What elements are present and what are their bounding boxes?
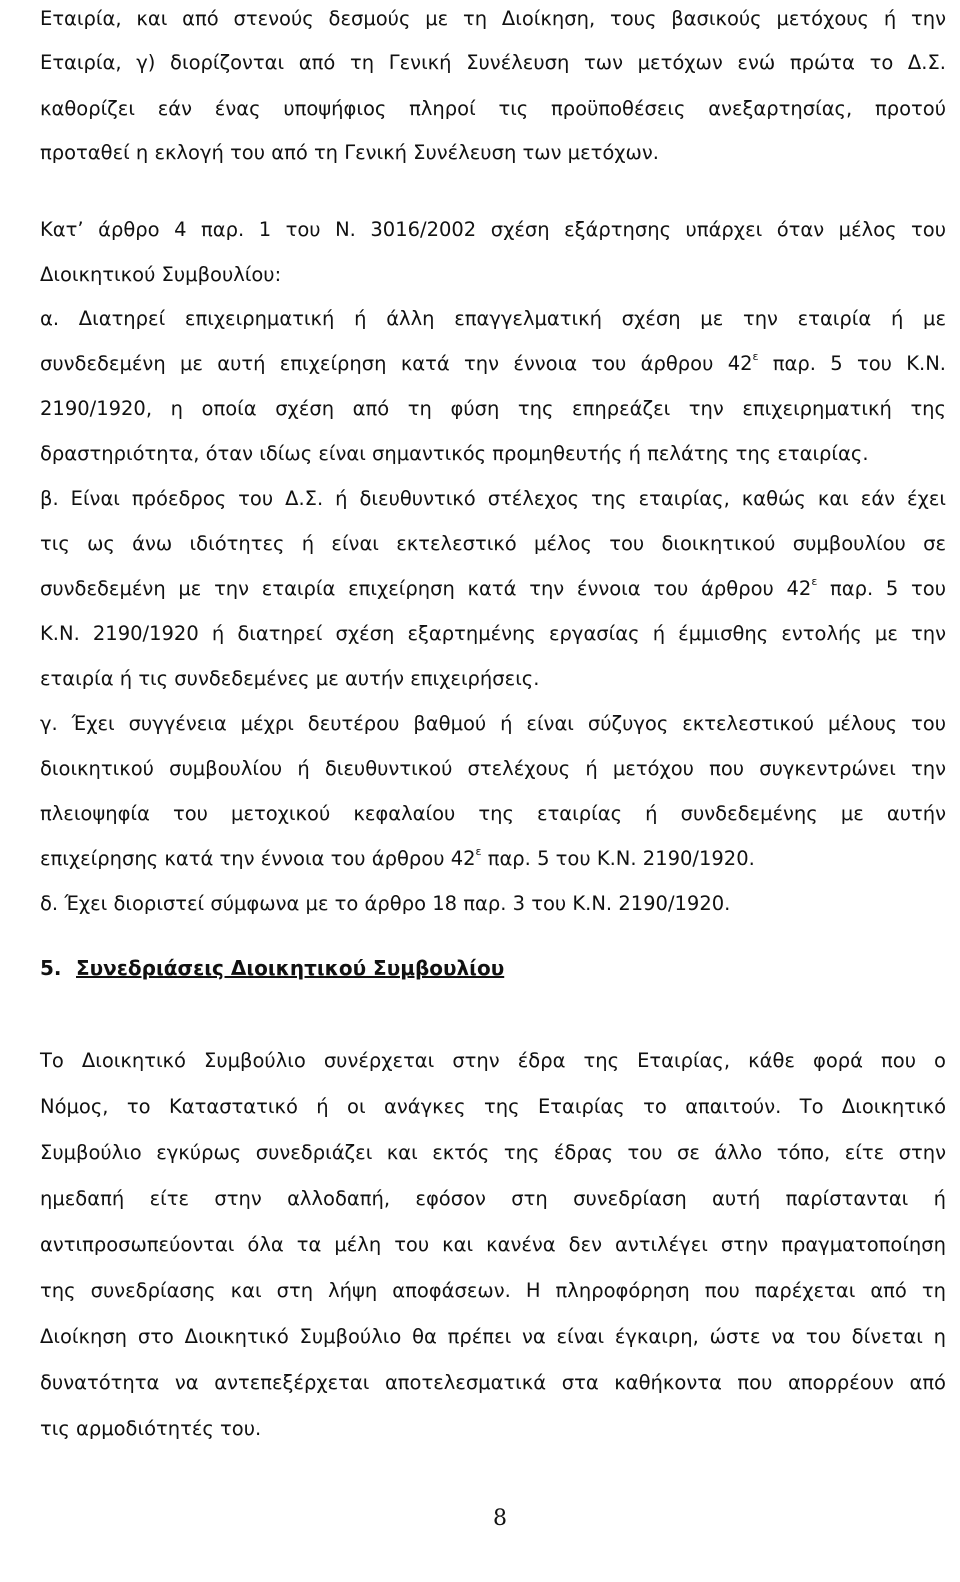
meetings-line-4: ημεδαπή είτε στην αλλοδαπή, εφόσον στη συνεδρίαση αυτή παρίστανται ή [40, 1187, 946, 1210]
intro-line-4: προταθεί η εκλογή του από τη Γενική Συνέλευση των μετόχων. [40, 141, 659, 164]
section-heading [40, 951, 504, 985]
item-c-line-3: πλειοψηφία του μετοχικού κεφαλαίου της εταιρίας ή συνδεδεμένης με αυτήν [40, 802, 946, 825]
section-title: Συνεδριάσεις Διοικητικού Συμβουλίου [76, 956, 505, 980]
meetings-line-9: τις αρμοδιότητές του. [40, 1417, 262, 1440]
meetings-line-1: Το Διοικητικό Συμβούλιο συνέρχεται στην έδρα της Εταιρίας, κάθε φορά που ο [40, 1049, 946, 1072]
item-a-line-4: δραστηριότητα, όταν ιδίως είναι σημαντικός προμηθευτής ή πελάτης της εταιρίας. [40, 442, 869, 465]
meetings-line-2: Νόμος, το Καταστατικό ή οι ανάγκες της Εταιρίας το απαιτούν. Το Διοικητικό [40, 1095, 946, 1118]
intro-line-3: καθορίζει εάν ένας υποψήφιος πληροί τις προϋποθέσεις ανεξαρτησίας, προτού [40, 97, 946, 120]
item-b-line-5: εταιρία ή τις συνδεδεμένες με αυτήν επιχειρήσεις. [40, 667, 540, 690]
item-b-line-3: συνδεδεμένη με την εταιρία επιχείρηση κατά την έννοια του άρθρου $42^\varepsilon$ παρ. 5 του [40, 575, 946, 600]
law-line-2: Διοικητικού Συμβουλίου: [40, 263, 282, 286]
item-b-line-1: β. Είναι πρόεδρος του Δ.Σ. ή διευθυντικό στέλεχος της εταιρίας, καθώς και εάν έχει [40, 487, 946, 510]
item-a-line-3: 2190/1920, η οποία σχέση από τη φύση της επηρεάζει την επιχειρηματική της [40, 397, 946, 420]
item-c-line-4: επιχείρησης κατά την έννοια του άρθρου $42^\varepsilon$ παρ. 5 του Κ.Ν. 2190/1920. [40, 845, 755, 870]
item-d-line-1: δ. Έχει διοριστεί σύμφωνα με το άρθρο 18 παρ. 3 του Κ.Ν. 2190/1920. [40, 892, 731, 915]
meetings-line-8: δυνατότητα να αντεπεξέρχεται αποτελεσματικά στα καθήκοντα που απορρέουν από [40, 1371, 946, 1394]
item-b-line-4: Κ.Ν. 2190/1920 ή διατηρεί σχέση εξαρτημένης εργασίας ή έμμισθης εντολής με την [40, 622, 946, 645]
law-line-1: Κατ’ άρθρο 4 παρ. 1 του Ν. 3016/2002 σχέση εξάρτησης υπάρχει όταν μέλος του [40, 218, 946, 241]
meetings-line-6: της συνεδρίασης και στη λήψη αποφάσεων. Η πληροφόρηση που παρέχεται από τη [40, 1279, 946, 1302]
intro-line-1: Εταιρία, και από στενούς δεσμούς με τη Διοίκηση, τους βασικούς μετόχους ή την [40, 7, 946, 30]
item-a-line-1: α. Διατηρεί επιχειρηματική ή άλλη επαγγελματική σχέση με την εταιρία ή με [40, 307, 946, 330]
item-c-line-1: γ. Έχει συγγένεια μέχρι δευτέρου βαθμού ή είναι σύζυγος εκτελεστικού μέλους του [40, 712, 946, 735]
section-number: 5. [40, 956, 62, 980]
item-a-line-2: συνδεδεμένη με αυτή επιχείρηση κατά την έννοια του άρθρου $42^\varepsilon$ παρ. 5 του Κ.Ν. [40, 350, 946, 375]
item-c-line-2: διοικητικού συμβουλίου ή διευθυντικού στελέχους ή μετόχου που συγκεντρώνει την [40, 757, 946, 780]
meetings-line-7: Διοίκηση στο Διοικητικό Συμβούλιο θα πρέπει να είναι έγκαιρη, ώστε να του δίνεται η [40, 1325, 946, 1348]
meetings-line-3: Συμβούλιο εγκύρως συνεδριάζει και εκτός της έδρας του σε άλλο τόπο, είτε στην [40, 1141, 946, 1164]
page-number: 8 [493, 1506, 507, 1531]
intro-line-2: Εταιρία, γ) διορίζονται από τη Γενική Συνέλευση των μετόχων ενώ πρώτα το Δ.Σ. [40, 51, 946, 74]
item-b-line-2: τις ως άνω ιδιότητες ή είναι εκτελεστικό μέλος του διοικητικού συμβουλίου σε [40, 532, 946, 555]
meetings-line-5: αντιπροσωπεύονται όλα τα μέλη του και κανένα δεν αντιλέγει στην πραγματοποίηση [40, 1233, 946, 1256]
